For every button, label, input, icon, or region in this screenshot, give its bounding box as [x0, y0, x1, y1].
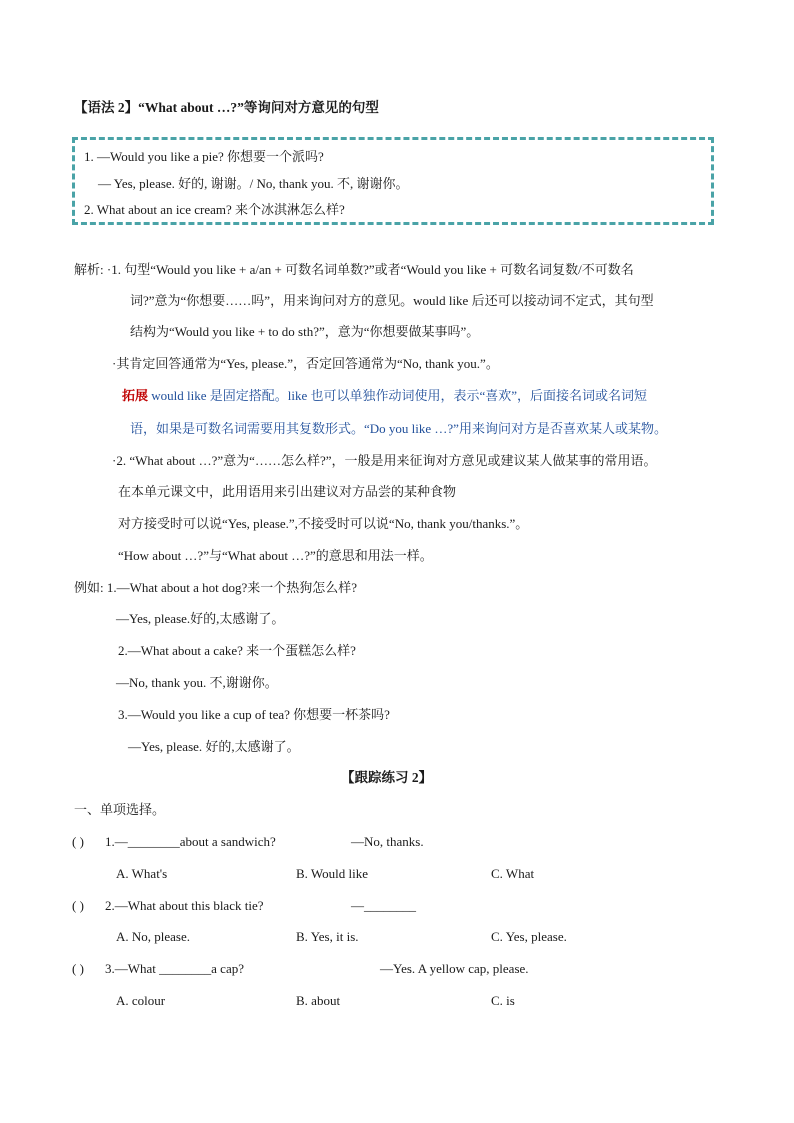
analysis-line-6: “How about …?”与“What about …?”的意思和用法一样。 [118, 548, 433, 563]
question-reply: —________ [351, 898, 416, 913]
example-1-reply: —Yes, please.好的,太感谢了。 [116, 611, 285, 626]
example-3: 3.—Would you like a cup of tea? 你想要一杯茶吗? [118, 707, 390, 722]
option-a[interactable]: A. colour [116, 993, 166, 1008]
box-line-3: 2. What about an ice cream? 来个冰淇淋怎么样? [84, 202, 345, 217]
option-c[interactable]: C. What [491, 866, 535, 881]
option-c[interactable]: C. Yes, please. [491, 929, 567, 944]
example-3-reply: —Yes, please. 好的,太感谢了。 [128, 739, 300, 754]
option-b[interactable]: B. Yes, it is. [296, 929, 359, 944]
box-line-2: — Yes, please. 好的, 谢谢。/ No, thank you. 不, 谢谢你。 [98, 176, 409, 191]
practice-title: 【跟踪练习 2】 [341, 770, 433, 785]
question-stem: 1.—________about a sandwich? [105, 834, 276, 849]
grammar-title: 【语法 2】“What about …?”等询问对方意见的句型 [74, 100, 379, 115]
question-reply: —Yes. A yellow cap, please. [380, 961, 529, 976]
question-paren[interactable]: ( ) [72, 898, 84, 913]
question-stem: 2.—What about this black tie? [105, 898, 264, 913]
option-b[interactable]: B. about [296, 993, 341, 1008]
example-2-reply: —No, thank you. 不,谢谢你。 [116, 675, 278, 690]
question-paren[interactable]: ( ) [72, 961, 84, 976]
tuozhan-line-2: 语，如果是可数名词需要用其复数形式。“Do you like …?”用来询问对方是否喜欢某人或某物。 [130, 421, 667, 436]
option-b[interactable]: B. Would like [296, 866, 369, 881]
question-reply: —No, thanks. [351, 834, 424, 849]
analysis-line-5: 对方接受时可以说“Yes, please.”,不接受时可以说“No, thank you/thanks.”。 [118, 516, 529, 531]
analysis-answer-line: ·其肯定回答通常为“Yes, please.”，否定回答通常为“No, thank you.”。 [112, 356, 499, 371]
tuozhan-line-1 [122, 387, 647, 405]
example-1: 例如: 1.—What about a hot dog?来一个热狗怎么样? [74, 580, 358, 595]
question-stem: 3.—What ________a cap? [105, 961, 244, 976]
box-line-1: 1. —Would you like a pie? 你想要一个派吗? [84, 149, 324, 164]
example-2: 2.—What about a cake? 来一个蛋糕怎么样? [118, 643, 356, 658]
option-a[interactable]: A. No, please. [116, 929, 191, 944]
section-title: 一、单项选择。 [74, 802, 166, 817]
analysis-line-1c: 结构为“Would you like + to do sth?”，意为“你想要做某事吗”。 [130, 324, 480, 339]
analysis-line-4: 在本单元课文中，此用语用来引出建议对方品尝的某种食物 [118, 484, 457, 499]
tuozhan-text-1: would like 是固定搭配。like 也可以单独作动词使用，表示“喜欢”，后面接名词或名词短 [148, 388, 648, 403]
analysis-line-3: ·2. “What about …?”意为“……怎么样?”，一般是用来征询对方意见或建议某人做某事的常用语。 [112, 453, 657, 468]
option-a[interactable]: A. What's [116, 866, 168, 881]
analysis-line-1a: 解析: ·1. 句型“Would you like + a/an + 可数名词单数?”或者“Would you like + 可数名词复数/不可数名 [74, 262, 634, 277]
option-c[interactable]: C. is [491, 993, 515, 1008]
analysis-line-1b: 词?”意为“你想要……吗”，用来询问对方的意见。would like 后还可以接动词不定式，其句型 [130, 293, 654, 308]
question-paren[interactable]: ( ) [72, 834, 84, 849]
tuozhan-label: 拓展 [122, 388, 149, 403]
